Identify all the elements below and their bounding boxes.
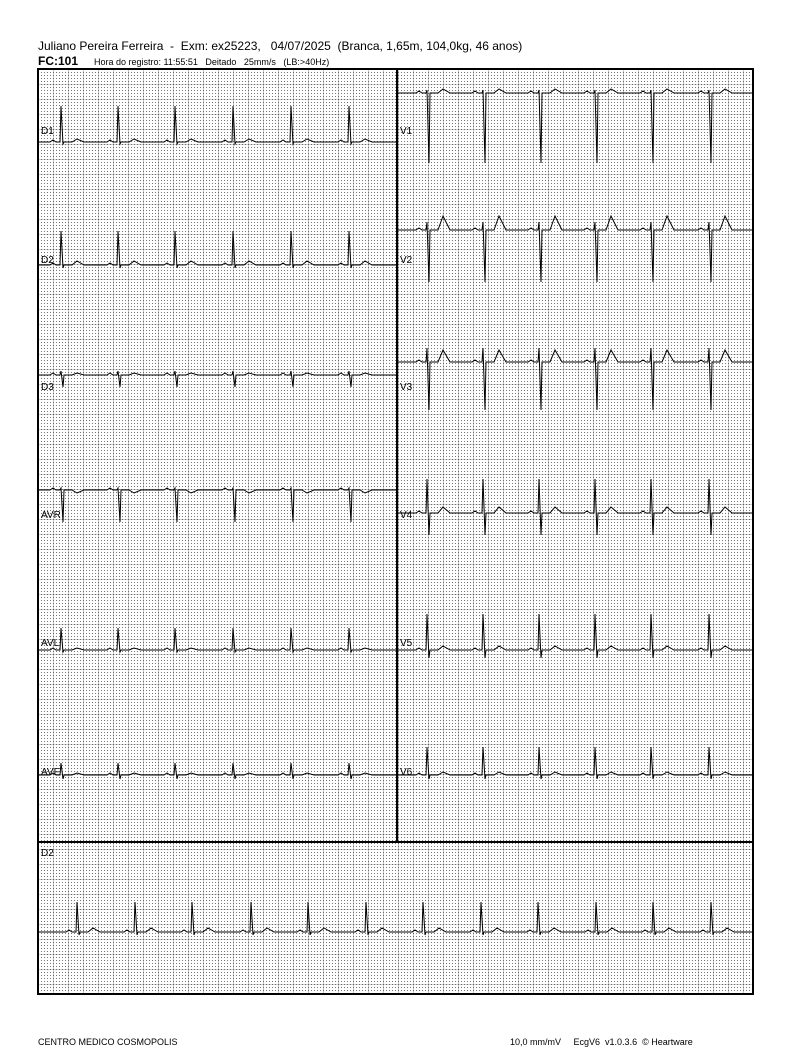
- clinic-name: CENTRO MEDICO COSMOPOLIS: [38, 1037, 178, 1047]
- lead-label-avf: AVF: [41, 767, 60, 778]
- heart-rate: FC:101: [38, 54, 79, 68]
- lead-label-v1: V1: [400, 126, 413, 137]
- calibration: 10,0 mm/mV: [510, 1037, 562, 1047]
- software-version: EcgV6 v1.0.3.6 © Heartware: [573, 1037, 693, 1047]
- grid-lines: [38, 69, 753, 994]
- lead-label-avl: AVL: [41, 638, 60, 649]
- lead-label-v3: V3: [400, 382, 413, 393]
- lead-label-d3: D3: [41, 382, 54, 393]
- lead-label-v5: V5: [400, 638, 413, 649]
- lead-label-v2: V2: [400, 255, 413, 266]
- lead-label-v4: V4: [400, 510, 413, 521]
- lead-label-avr: AVR: [41, 510, 61, 521]
- lead-label-v6: V6: [400, 767, 413, 778]
- record-info: Hora do registro: 11:55:51 Deitado 25mm/s (LB:>40Hz): [94, 57, 330, 67]
- patient-info: Juliano Pereira Ferreira - Exm: ex25223, 04/07/2025 (Branca, 1,65m, 104,0kg, 46 anos): [38, 39, 523, 53]
- lead-label-d2: D2: [41, 255, 54, 266]
- lead-label-rhythm: D2: [41, 848, 54, 859]
- footer-info: [510, 1037, 693, 1047]
- lead-label-d1: D1: [41, 126, 54, 137]
